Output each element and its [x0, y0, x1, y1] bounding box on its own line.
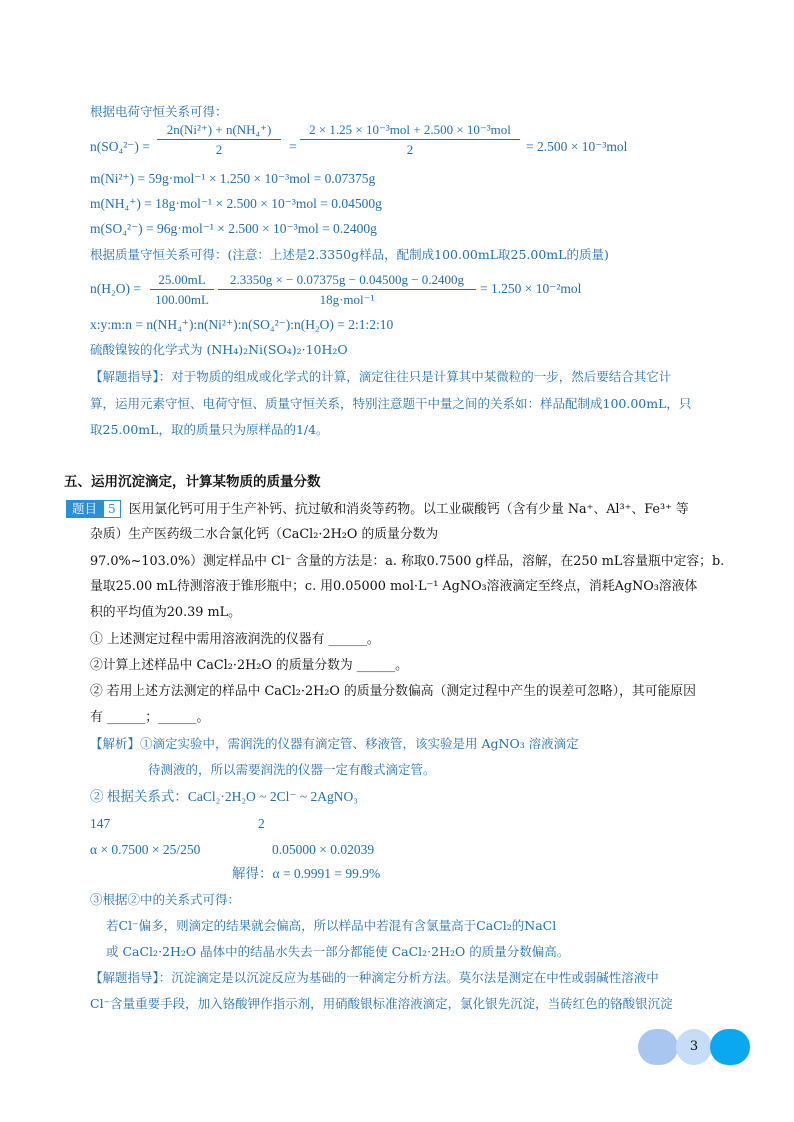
fraction-denominator: 2	[406, 142, 414, 157]
relation-147: 147	[90, 816, 111, 831]
analysis-part-3: ③根据②中的关系式可得：	[90, 892, 241, 907]
fraction-numerator: 2 × 1.25 × 10⁻³mol + 2.500 × 10⁻³mol	[309, 122, 511, 137]
problem-text-4: 量取25.00 mL待测溶液于锥形瓶中；c. 用0.05000 mol·L⁻¹ AgNO₃溶液滴定至终点，消耗AgNO₃溶液体	[90, 579, 698, 594]
problem-text-3: 97.0%~103.0%）测定样品中 Cl⁻ 含量的方法是：a. 称取0.7500 g样品，溶解，在250 mL容量瓶中定容；b.	[90, 554, 725, 569]
relation-sample-term: α × 0.7500 × 25/250	[90, 842, 201, 857]
relation-titrant-term: 0.05000 × 0.02039	[272, 842, 375, 857]
question-2: ②计算上述样品中 CaCl₂·2H₂O 的质量分数为 ______。	[90, 658, 408, 673]
problem-tag: 题目	[66, 500, 103, 518]
water-lhs: n(H₂O) =	[90, 281, 141, 296]
solution-line: 解得：α = 0.9991 = 99.9%	[232, 866, 381, 881]
page-dot-left	[638, 1029, 678, 1065]
charge-conservation-intro: 根据电荷守恒关系可得：	[90, 104, 228, 119]
problem-text-2: 杂质）生产医药级二水合氯化钙（CaCl₂·2H₂O 的质量分数为	[90, 527, 439, 542]
guidance-1-line-2: 算，运用元素守恒、电荷守恒、质量守恒关系，特别注意题干中量之间的关系如：样品配制成100.00mL，只	[90, 396, 692, 411]
analysis-part-3-line-1: 若Cl⁻偏多，则滴定的结果就会偏高，所以样品中若混有含氯量高于CaCl₂的NaCl	[106, 918, 557, 933]
formula-line: 硫酸镍铵的化学式为 (NH₄)₂Ni(SO₄)₂·10H₂O	[90, 342, 348, 357]
water-fraction-1	[150, 271, 214, 308]
water-result: = 1.250 × 10⁻²mol	[480, 281, 582, 296]
so4-mass-line: m(SO₄²⁻) = 96g·mol⁻¹ × 2.500 × 10⁻³mol = 0.2400g	[90, 221, 377, 236]
fraction-numerator: 25.00mL	[158, 272, 206, 287]
guidance-2-line-1: 【解题指导】：沉淀滴定是以沉淀反应为基础的一种滴定分析方法。莫尔法是测定在中性或弱碱性溶液中	[90, 970, 659, 985]
fraction-denominator: 100.00mL	[155, 292, 209, 307]
analysis-part-3-line-2: 或 CaCl₂·2H₂O 晶体中的结晶水失去一部分都能使 CaCl₂·2H₂O 的质量分数偏高。	[106, 944, 570, 959]
question-3-cont: 有 ______；______。	[90, 710, 210, 725]
analysis-line-2: 待测液的，所以需要润洗的仪器一定有酸式滴定管。	[148, 762, 436, 777]
mass-conservation-intro: 根据质量守恒关系可得：(注意：上述是2.3350g样品，配制成100.00mL取25.00mL的质量)	[90, 247, 609, 262]
problem-text-5: 积的平均值为20.39 mL。	[90, 605, 241, 620]
section-heading: 五、运用沉淀滴定，计算某物质的质量分数	[64, 474, 321, 490]
question-3: ② 若用上述方法测定的样品中 CaCl₂·2H₂O 的质量分数偏高（测定过程中产生的误差可忽略），其可能原因	[90, 684, 696, 699]
guidance-2-line-2: Cl⁻含量重要手段，加入铬酸钾作指示剂，用硝酸银标准溶液滴定，氯化银先沉淀，当砖红色的铬酸银沉淀	[90, 996, 673, 1011]
relation-line: ② 根据关系式：CaCl₂·2H₂O ~ 2Cl⁻ ~ 2AgNO₃	[90, 789, 358, 804]
analysis-line-1: 【解析】①滴定实验中，需润洗的仪器有滴定管、移液管，该实验是用 AgNO₃ 溶液滴定	[90, 736, 579, 751]
problem-number: 5	[103, 500, 121, 518]
so4-equals: =	[289, 139, 297, 154]
problem-first-line	[66, 500, 689, 519]
page-number: 3	[689, 1039, 699, 1054]
so4-fraction-1	[157, 121, 281, 158]
fraction-denominator: 2	[215, 142, 223, 157]
nh4-mass-line: m(NH₄⁺) = 18g·mol⁻¹ × 2.500 × 10⁻³mol = 0.04500g	[90, 196, 382, 211]
so4-result: = 2.500 × 10⁻³mol	[526, 139, 628, 154]
ni-mass-line: m(Ni²⁺) = 59g·mol⁻¹ × 1.250 × 10⁻³mol = 0.07375g	[90, 171, 376, 186]
fraction-numerator: 2.3350g × − 0.07375g − 0.04500g − 0.2400g	[229, 272, 465, 287]
so4-lhs: n(SO₄²⁻) =	[90, 139, 150, 154]
guidance-1-line-3: 取25.00mL，取的质量只为原样品的1/4。	[90, 422, 329, 437]
problem-text-1: 医用氯化钙可用于生产补钙、抗过敏和消炎等药物。以工业碳酸钙（含有少量 Na⁺、Al³⁺、Fe³⁺ 等	[128, 502, 689, 517]
fraction-numerator: 2n(Ni²⁺) + n(NH₄⁺)	[166, 122, 272, 137]
water-fraction-2	[218, 271, 476, 308]
relation-2: 2	[258, 816, 265, 831]
fraction-denominator: 18g·mol⁻¹	[319, 292, 375, 307]
ratio-line: x:y:m:n = n(NH₄⁺):n(Ni²⁺):n(SO₄²⁻):n(H₂O) = 2:1:2:10	[90, 317, 394, 332]
page-dot-right	[710, 1029, 750, 1065]
so4-fraction-2	[300, 121, 520, 158]
question-1: ① 上述测定过程中需用溶液润洗的仪器有 ______。	[90, 632, 380, 647]
guidance-1-line-1: 【解题指导】：对于物质的组成或化学式的计算，滴定往往只是计算其中某微粒的一步，然后要结合其它计	[90, 369, 672, 384]
